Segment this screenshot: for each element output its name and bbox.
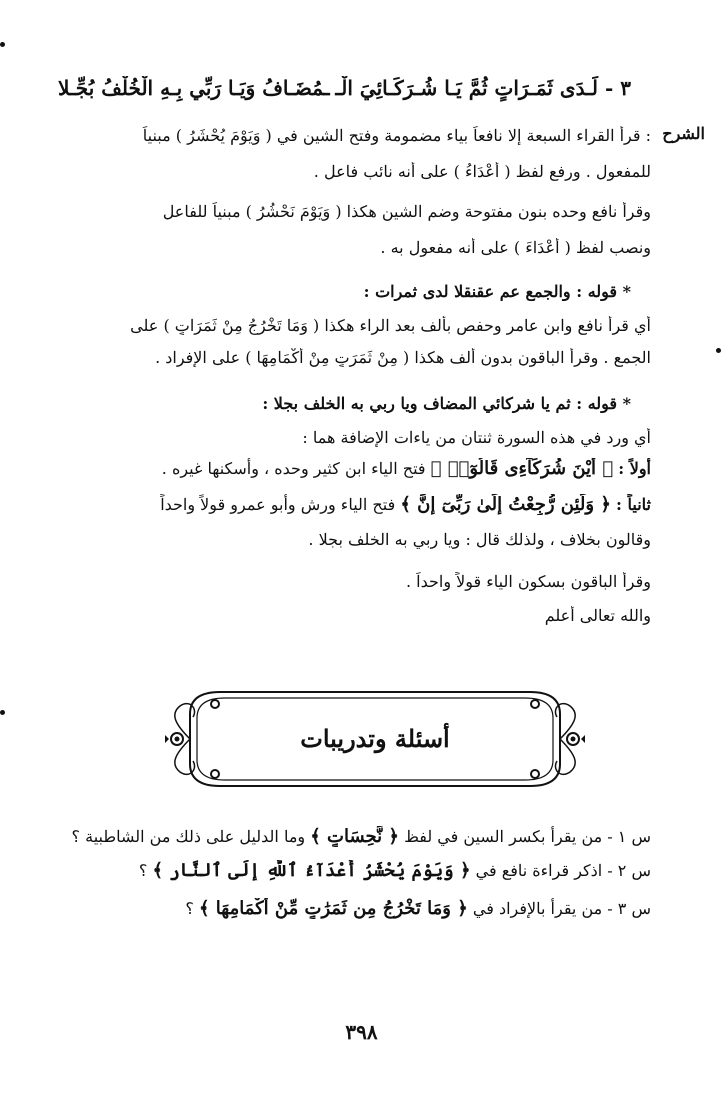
closing-line: والله تعالى أعلم bbox=[544, 606, 651, 625]
sharh-line-3: وقرأ نافع وحده بنون مفتوحة وضم الشين هكذا ( وَيَوْمَ نَحْشُرُ ) مبنياً للفاعل bbox=[162, 202, 651, 221]
section2-heading: * قوله : ثم يا شركائي المضاف ويا ربي به الخلف بجلا : bbox=[262, 394, 631, 413]
question-3-prefix: س ٣ - من يقرأ بالإفراد في bbox=[472, 899, 651, 918]
section2-line-after2: وقرأ الباقون بسكون الياء قولاً واحداً . bbox=[405, 572, 651, 591]
second-rest: فتح الياء ورش وأبو عمرو قولاً واحداً bbox=[160, 495, 396, 514]
question-3-quran: ﴿ وَمَا تَخْرُجُ مِن ثَمَرَٰتٍ مِّنْ أَكْمَامِهَا ﴾ bbox=[198, 898, 468, 919]
question-1-quran: ﴿ نَّحِسَاتٍ ﴾ bbox=[310, 826, 399, 847]
section2-first-example bbox=[58, 458, 651, 479]
verse-hemistich-right: ٣ - لَـدَى ثَمَـرَاتٍ ثُمَّ يَـا شُـرَكَـائِيَ الْـ bbox=[335, 76, 631, 100]
question-1 bbox=[58, 826, 651, 847]
section1-line-1: أي قرأ نافع وابن عامر وحفص بألف بعد الراء هكذا ( وَمَا تَخْرُجُ مِنْ ثَمَرَاتٍ ) على bbox=[130, 316, 651, 335]
ornamental-frame bbox=[165, 684, 585, 794]
second-quran-text: ﴿ وَلَئِن رُّجِعْتُ إِلَىٰ رَبِّىٓ إِنَّ ﴾ bbox=[400, 494, 611, 515]
section2-line-1: أي ورد في هذه السورة ثنتان من ياءات الإضافة هما : bbox=[302, 428, 651, 447]
question-3 bbox=[58, 898, 651, 919]
page-number: ٣٩٨ bbox=[345, 1020, 378, 1044]
sharh-line-1: : قرأ القراء السبعة إلا نافعاً بياء مضمومة وفتح الشين في ( وَيَوْمَ يُحْشَرُ ) مبنياً bbox=[142, 126, 651, 145]
question-2-suffix: ؟ bbox=[138, 861, 148, 880]
verse-hemistich-left: ـمُضَـافُ وَيَـا رَبِّي بِـهِ الْخُلْفُ بُجِّـلا bbox=[58, 76, 330, 100]
first-rest: فتح الياء ابن كثير وحده ، وأسكنها غيره . bbox=[161, 459, 426, 478]
sharh-line-2: للمفعول . ورفع لفظ ( أَعْدَاءُ ) على أنه نائب فاعل . bbox=[313, 162, 651, 181]
second-label: ثانياً : bbox=[616, 495, 651, 514]
question-2 bbox=[58, 860, 651, 881]
question-1-prefix: س ١ - من يقرأ بكسر السين في لفظ bbox=[404, 827, 651, 846]
margin-dot bbox=[716, 348, 721, 353]
question-2-quran: ﴿ وَيَوْمَ يُحْشَرُ أَعْدَآءُ ٱللَّهِ إِلَى ٱلنَّارِ ﴾ bbox=[152, 860, 471, 881]
question-3-suffix: ؟ bbox=[185, 899, 194, 918]
first-label: أولاً : bbox=[618, 459, 651, 478]
margin-dot bbox=[0, 42, 5, 47]
verse-line bbox=[58, 76, 631, 106]
section2-line-after: وقالون بخلاف ، ولذلك قال : ويا ربي به الخلف بجلا . bbox=[308, 530, 651, 549]
first-quran-text: ﴿ أَيْنَ شُرَكَآءِى قَالُوٓا۟ ﴾ bbox=[430, 458, 614, 479]
question-1-suffix: وما الدليل على ذلك من الشاطبية ؟ bbox=[71, 827, 306, 846]
question-2-prefix: س ٢ - اذكر قراءة نافع في bbox=[475, 861, 651, 880]
sharh-label: الشرح bbox=[662, 124, 705, 143]
sharh-line-4: ونصب لفظ ( أَعْدَاءَ ) على أنه مفعول به . bbox=[380, 238, 651, 257]
frame-title: أسئلة وتدريبات bbox=[300, 724, 450, 753]
margin-dot bbox=[0, 710, 5, 715]
section2-second-example bbox=[58, 494, 651, 515]
section1-heading: * قوله : والجمع عم عقنقلا لدى ثمرات : bbox=[363, 282, 631, 301]
section1-line-2: الجمع . وقرأ الباقون بدون ألف هكذا ( مِنْ ثَمَرَتٍ مِنْ أَكْمَامِهَا ) على الإفراد . bbox=[155, 348, 651, 367]
